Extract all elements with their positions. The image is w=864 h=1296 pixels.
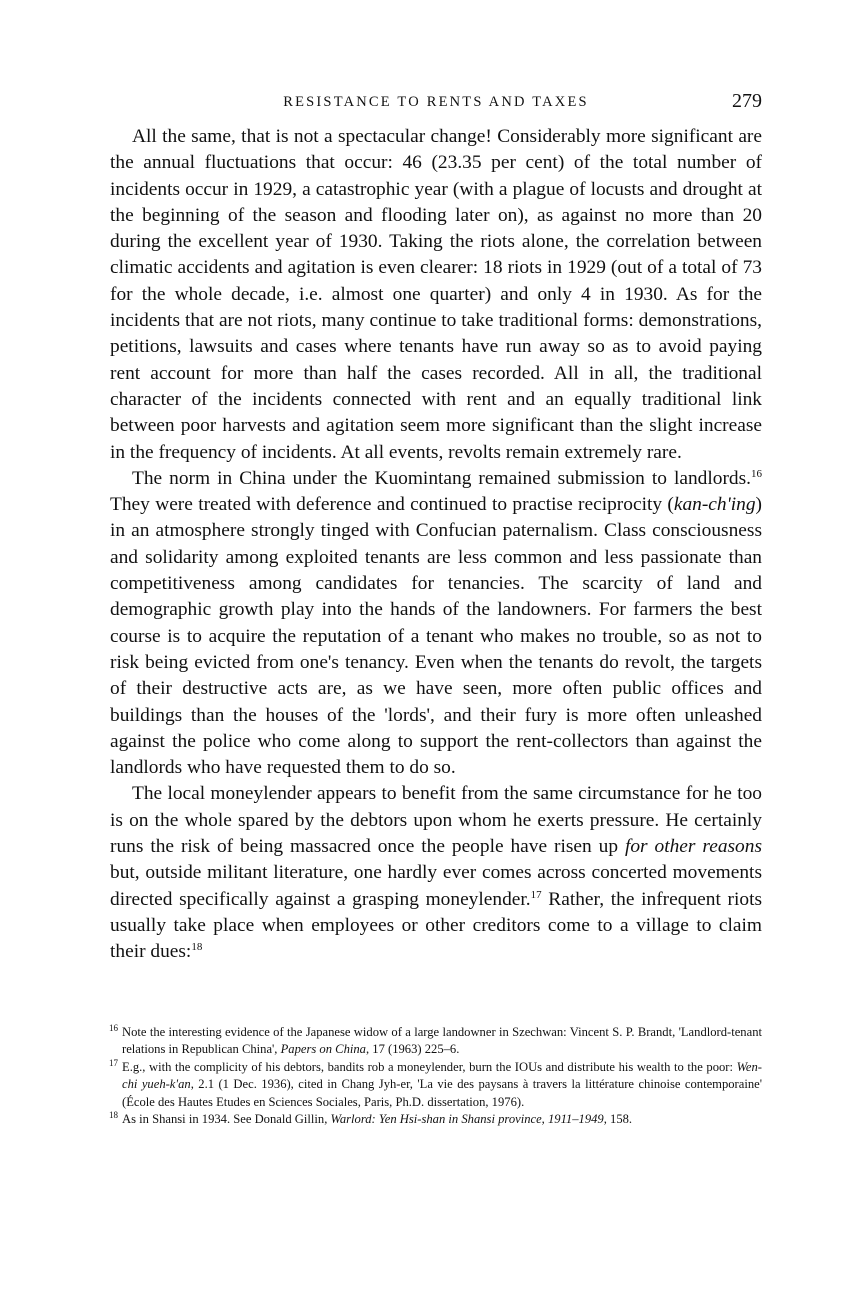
footnotes xyxy=(110,1024,762,1128)
footnote-ref-16[interactable]: 16 xyxy=(751,467,762,480)
footnote-text xyxy=(122,1111,762,1128)
footnote-text xyxy=(122,1059,762,1111)
page-number: 279 xyxy=(732,90,762,112)
footnote-16-title: Papers on China xyxy=(280,1042,366,1057)
paragraph-2 xyxy=(110,466,762,782)
paragraph-2-text-b: They were treated with deference and continued to practise reciprocity ( xyxy=(110,494,674,516)
footnote-16 xyxy=(110,1024,762,1059)
footnote-17-text-a: E.g., with the complicity of his debtors, bandits rob a moneylender, burn the IOUs and distribute his wealth to the poor: xyxy=(122,1059,737,1074)
italic-term: kan-ch'ing xyxy=(673,494,756,516)
footnote-18-title: Warlord: Yen Hsi-shan in Shansi province, 1911–1949 xyxy=(330,1112,604,1127)
footnote-16-text-b: , 17 (1963) 225–6. xyxy=(365,1042,460,1057)
footnote-18 xyxy=(110,1111,762,1128)
paragraph-1 xyxy=(110,124,762,466)
footnote-number: 16 xyxy=(109,1023,118,1033)
footnote-18-text-b: , 158. xyxy=(603,1112,633,1127)
footnote-17-title: Wen-chi yueh-k'an xyxy=(122,1059,762,1092)
footnote-text xyxy=(122,1024,762,1059)
footnote-17 xyxy=(110,1059,762,1111)
footnote-18-text-a: As in Shansi in 1934. See Donald Gillin, xyxy=(122,1112,331,1127)
paragraph-3-text-c: Rather, the infrequent riots usually take place when employees or other creditors come to a village to claim their dues: xyxy=(110,888,762,963)
footnote-ref-17[interactable]: 17 xyxy=(530,888,542,901)
paragraph-2-text-a: The norm in China under the Kuomintang remained submission to landlords. xyxy=(132,467,751,489)
footnote-ref-18[interactable]: 18 xyxy=(191,941,203,954)
page-header xyxy=(110,92,762,116)
paragraph-3 xyxy=(110,781,762,965)
footnote-number: 17 xyxy=(109,1057,118,1068)
running-head: RESISTANCE TO RENTS AND TAXES xyxy=(283,94,589,110)
footnote-16-text-a: Note the interesting evidence of the Japanese widow of a large landowner in Szechwan: Vincent S. P. Brandt, 'Landlord-tenant relations in Republican China', xyxy=(122,1025,762,1057)
footnote-17-text-b: , 2.1 (1 Dec. 1936), cited in Chang Jyh-er, 'La vie des paysans à travers la littérature chinoise contemporaine' (École des Hautes Etudes en Sciences Sociales, Paris, Ph.D. dissertation, 1976). xyxy=(122,1077,762,1109)
footnote-number: 18 xyxy=(109,1110,118,1121)
main-text xyxy=(110,124,762,966)
paragraph-2-text-c: ) in an atmosphere strongly tinged with Confucian paternalism. Class consciousness and solidarity among exploited tenants are less common and less passionate than competitiveness among candidates for tenancies. The scarcity of land and demographic growth play into the hands of the landowners. For farmers the best course is to acquire the reputation of a tenant who makes no trouble, so as not to risk being evicted from one's tenancy. Even when the tenants do revolt, the targets of their destructive acts are, as we have seen, more often public offices and buildings than the houses of the 'lords', and their fury is more often unleashed against the police who come along to support the rent-collectors than against the landlords who have requested them to do so. xyxy=(110,494,762,779)
paragraph-1-text: All the same, that is not a spectacular change! Considerably more significant are the annual fluctuations that occur: 46 (23.35 per cent) of the total number of incidents occur in 1929, a catastrophic year (with a plague of locusts and drought at the beginning of the season and flooding later on), as against no more than 20 during the excellent year of 1930. Taking the riots alone, the correlation between climatic accidents and agitation is even clearer: 18 riots in 1929 (out of a total of 73 for the whole decade, i.e. almost one quarter) and only 4 in 1930. As for the incidents that are not riots, many continue to take traditional forms: demonstrations, petitions, lawsuits and cases where tenants have run away so as to avoid paying rent account for more than half the cases recorded. All in all, the traditional character of the incidents connected with rent and an equally traditional link between poor harvests and agitation seem more significant than the slight increase in the frequency of incidents. At all events, revolts remain extremely rare. xyxy=(110,126,762,463)
paragraph-3-text-a: The local moneylender appears to benefit from the same circumstance for he too is on the whole spared by the debtors upon whom he exerts pressure. He certainly runs the risk of being massacred once the people have risen up xyxy=(110,783,762,858)
italic-phrase: for other reasons xyxy=(624,836,762,858)
paragraph-3-text-b: but, outside militant literature, one hardly ever comes across concerted movements directed specifically against a grasping moneylender. xyxy=(110,862,762,910)
